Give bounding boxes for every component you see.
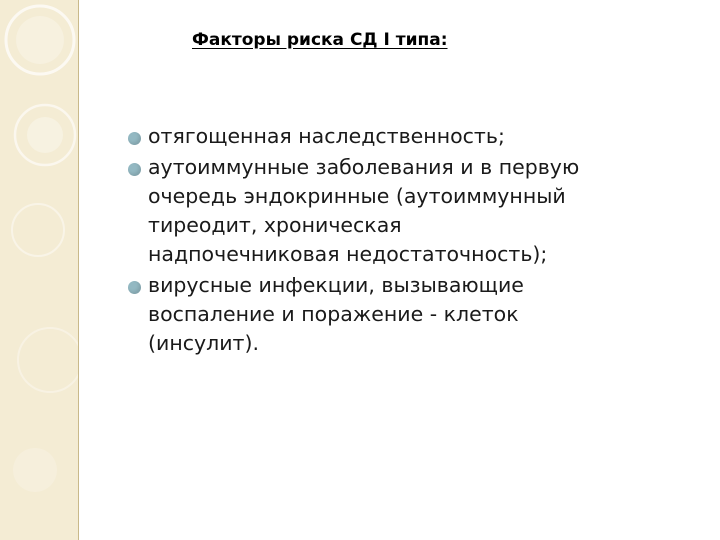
bullet-item [128, 153, 708, 269]
bullet-list [128, 122, 708, 360]
bullet-item [128, 122, 708, 151]
bullet-line: (инсулит). [148, 331, 260, 355]
decorative-side-panel [0, 0, 78, 540]
bullet-line: аутоиммунные заболевания и в первую [148, 155, 580, 179]
side-panel-border [78, 0, 79, 540]
bullet-line: вирусные инфекции, вызывающие [148, 273, 524, 297]
bullet-dot-icon [128, 163, 141, 176]
slide-title: Факторы риска СД I типа: [192, 30, 448, 50]
bullet-line: воспаление и поражение - клеток [148, 302, 519, 326]
bullet-line: отягощенная наследственность; [148, 124, 505, 148]
bullet-dot-icon [128, 281, 141, 294]
decorative-circles [0, 0, 78, 540]
bullet-item [128, 271, 708, 358]
bullet-dot-icon [128, 132, 141, 145]
bullet-line: очередь эндокринные (аутоиммунный [148, 184, 566, 208]
bullet-line: тиреодит, хроническая [148, 213, 402, 237]
bullet-line: надпочечниковая недостаточность); [148, 242, 548, 266]
